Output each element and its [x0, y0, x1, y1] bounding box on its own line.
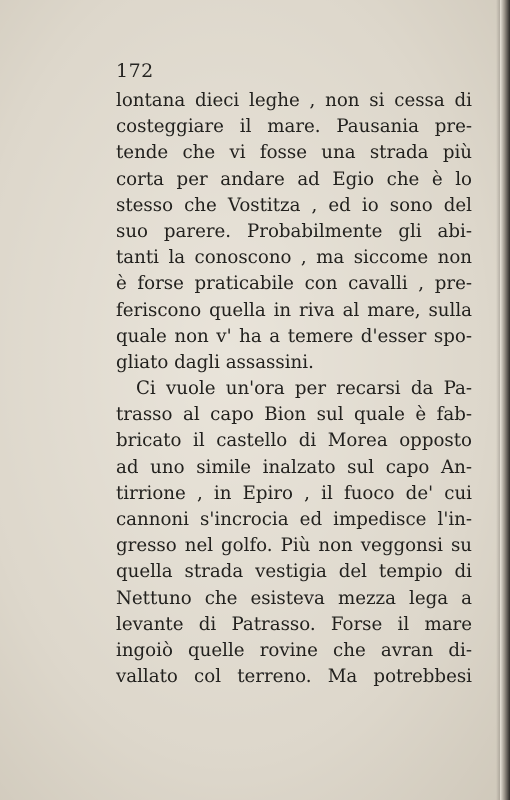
text-line: corta per andare ad Egio che è lo [116, 168, 472, 190]
text-line: è forse praticabile con cavalli , pre- [116, 273, 472, 295]
text-line: costeggiare il mare. Pausania pre- [116, 116, 472, 138]
text-line: quella strada vestigia del tempio di [116, 561, 472, 583]
text-line: cannoni s'incrocia ed impedisce l'in- [116, 509, 472, 530]
text-line: levante di Patrasso. Forse il mare [116, 613, 472, 635]
text-line-paragraph-end: gliato dagli assassini. [116, 351, 314, 373]
text-line: tirrione , in Epiro , il fuoco de' cui [116, 482, 472, 504]
text-line: quale non v' ha a temere d'esser spo- [116, 325, 472, 347]
text-line: stesso che Vostitza , ed io sono del [116, 194, 472, 216]
text-line: suo parere. Probabilmente gli abi- [116, 220, 472, 242]
text-line: vallato col terreno. Ma potrebbesi [116, 666, 472, 688]
text-line: ad uno simile inalzato sul capo An- [116, 456, 472, 478]
text-line: Nettuno che esisteva mezza lega a [116, 587, 472, 609]
text-line: feriscono quella in riva al mare, sulla [116, 299, 472, 321]
page-number: 172 [116, 60, 154, 82]
text-line: tanti la conoscono , ma siccome non [116, 247, 472, 269]
text-line: tende che vi fosse una strada più [116, 142, 472, 164]
text-line: trasso al capo Bion sul quale è fab- [116, 404, 472, 426]
text-line: lontana dieci leghe , non si cessa di [116, 90, 472, 111]
text-line: bricato il castello di Morea opposto [116, 430, 472, 452]
text-line-paragraph-start: Ci vuole un'ora per recarsi da Pa- [136, 378, 472, 400]
text-line: ingoiò quelle rovine che avran di- [116, 639, 472, 661]
text-line: gresso nel golfo. Più non veggonsi su [116, 535, 472, 557]
page-edge [500, 0, 510, 800]
body-text [116, 88, 472, 690]
